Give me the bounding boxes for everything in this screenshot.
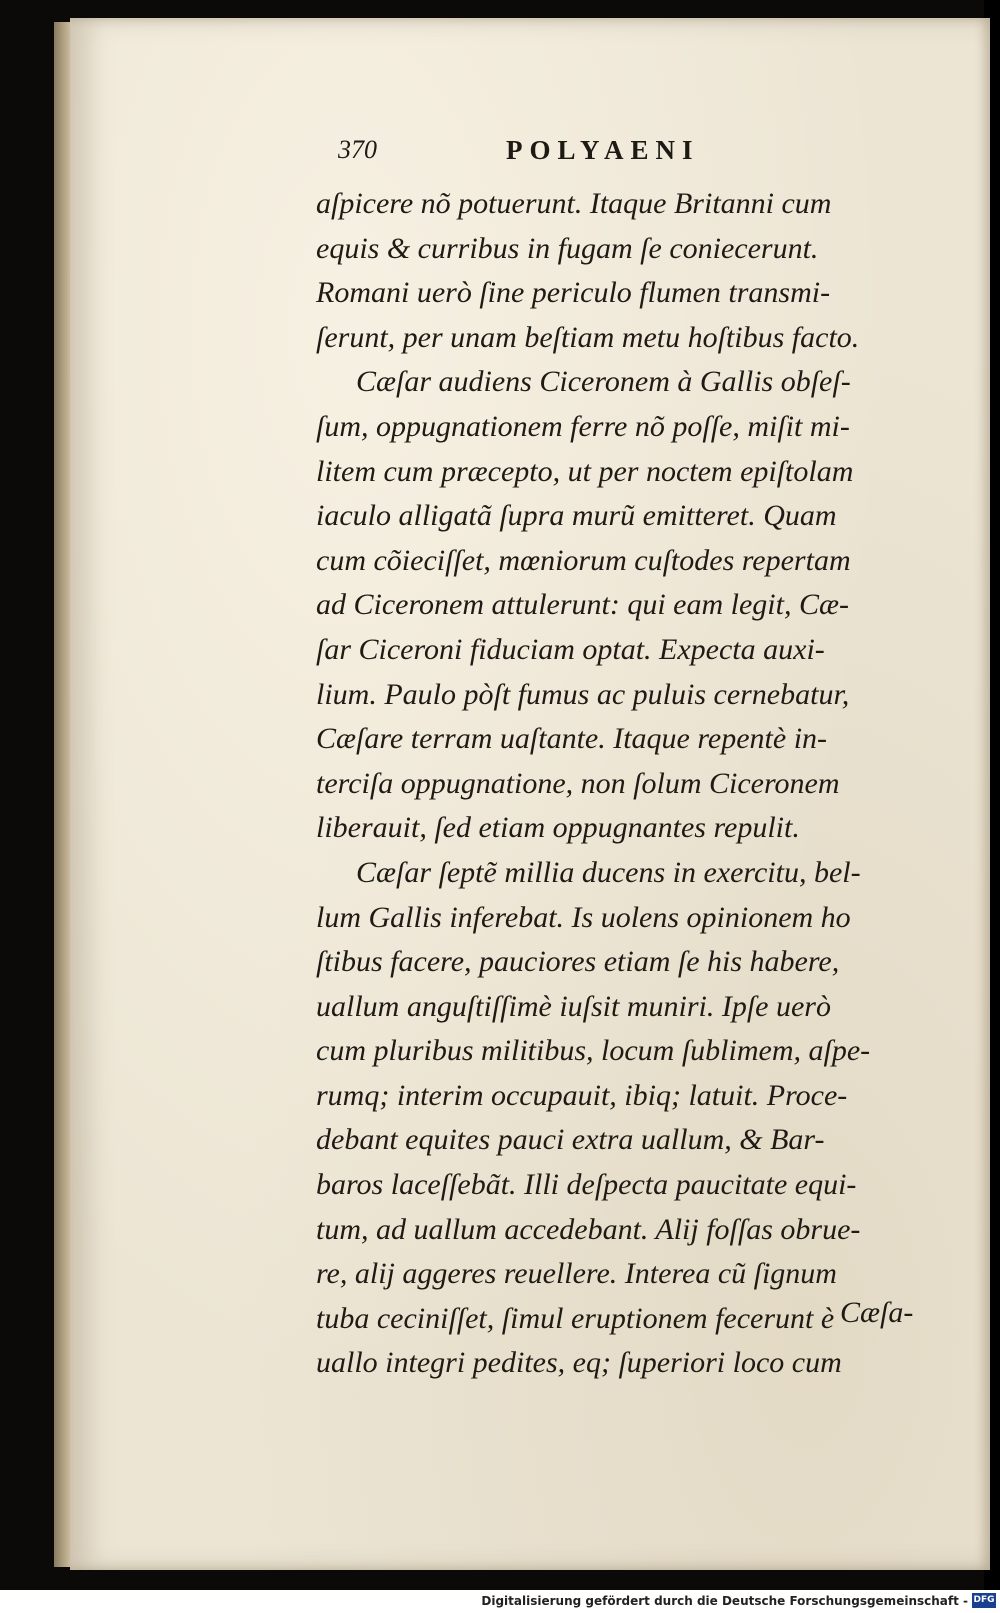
text-line: ſtibus facere, pauciores etiam ſe his habere,	[316, 945, 840, 979]
text-line: tum, ad uallum accedebant. Alij foſſas obrue-	[316, 1212, 861, 1246]
text-line: aſpicere nõ potuerunt. Itaque Britanni cum	[316, 187, 832, 220]
page-header	[338, 135, 758, 175]
dfg-logo-icon: DFG	[972, 1593, 996, 1608]
text-line: cum cõieciſſet, mœniorum cuſtodes repertam	[316, 543, 851, 577]
text-line: terciſa oppugnatione, non ſolum Ciceronem	[316, 766, 840, 800]
text-line: lium. Paulo pòſt fumus ac puluis cernebatur,	[316, 677, 850, 711]
text-line: tuba ceciniſſet, ſimul eruptionem fecerunt è	[316, 1301, 835, 1335]
text-line: baros laceſſebãt. Illi deſpecta paucitate equi-	[316, 1168, 857, 1202]
running-head: POLYAENI	[506, 135, 700, 165]
text-line: lum Gallis inferebat. Is uolens opinionem ho	[316, 900, 851, 934]
text-line: uallum anguſtiſſimè iuſsit muniri. Ipſe uerò	[316, 989, 831, 1023]
text-line: Cæſar ſeptẽ millia ducens in exercitu, bel-	[356, 855, 861, 889]
digitization-note: Digitalisierung gefördert durch die Deutsche Forschungsgemeinschaft -	[481, 1594, 968, 1608]
body-text	[316, 182, 926, 1386]
text-line: Romani uerò ſine periculo flumen transmi-	[316, 276, 831, 310]
text-line: ſar Ciceroni fiduciam optat. Expecta auxi-	[316, 632, 825, 666]
text-line: equis & curribus in fugam ſe coniecerunt.	[316, 231, 819, 265]
page-number: 370	[338, 135, 377, 164]
text-line: liberauit, ſed etiam oppugnantes repulit.	[316, 811, 800, 845]
text-line: litem cum præcepto, ut per noctem epiſtolam	[316, 454, 854, 488]
text-line: Cæſar audiens Ciceronem à Gallis obſeſ-	[356, 365, 851, 399]
text-line: debant equites pauci extra uallum, & Bar-	[316, 1123, 825, 1157]
text-line: Cæſare terram uaſtante. Itaque repentè in-	[316, 722, 828, 756]
text-line: cum pluribus militibus, locum ſublimem, aſpe-	[316, 1034, 871, 1068]
text-line: rumq; interim occupauit, ibiq; latuit. Proce-	[316, 1078, 848, 1112]
text-line: ſerunt, per unam beſtiam metu hoſtibus facto.	[316, 320, 860, 354]
text-line: iaculo alligatã ſupra murũ emitteret. Quam	[316, 499, 837, 533]
text-line: ad Ciceronem attulerunt: qui eam legit, Cæ-	[316, 588, 849, 622]
catchword: Cæſa-	[840, 1296, 914, 1329]
digitization-footer	[0, 1590, 1000, 1613]
text-line: ſum, oppugnationem ferre nõ poſſe, miſit mi-	[316, 409, 850, 443]
text-line: re, alij aggeres reuellere. Interea cũ ſignum	[316, 1257, 837, 1291]
text-line: uallo integri pedites, eq; ſuperiori loco cum	[316, 1346, 842, 1380]
